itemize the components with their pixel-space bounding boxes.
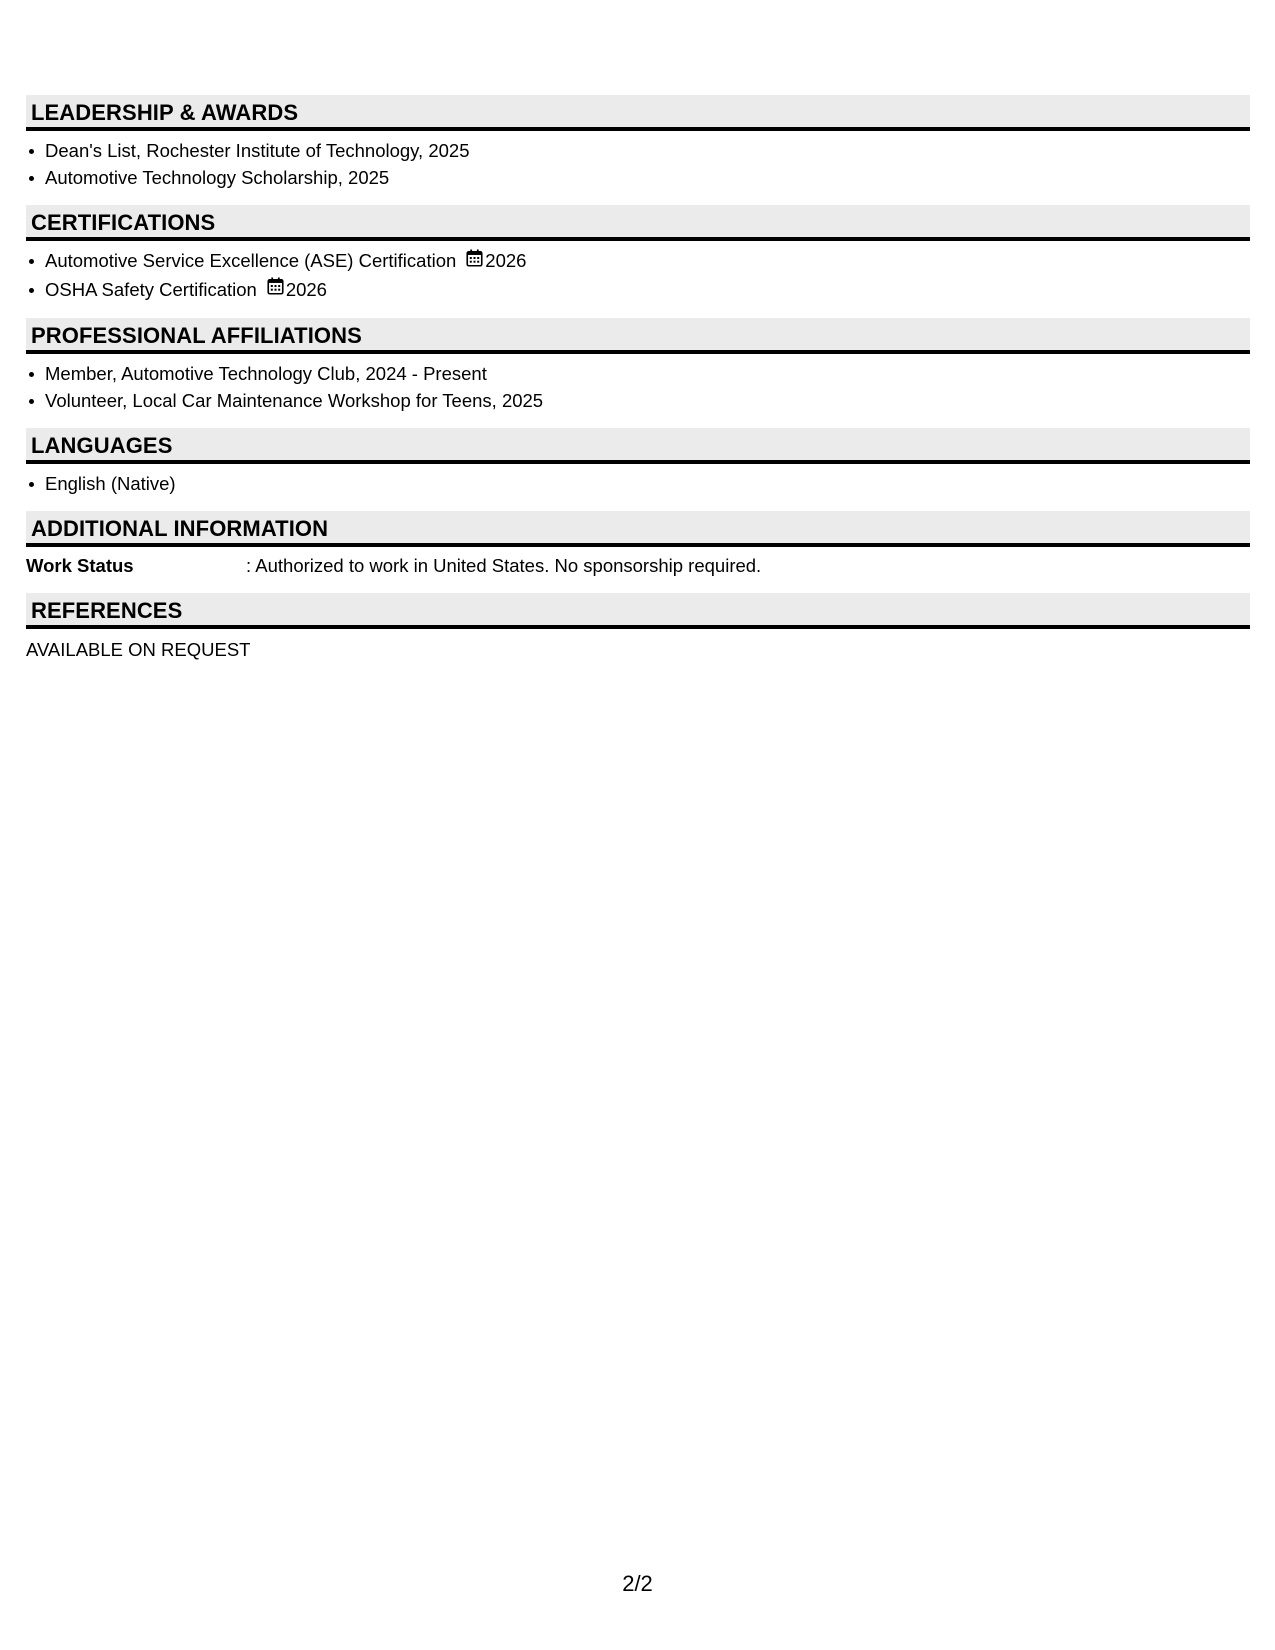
section-header [26,205,1250,241]
certification-date: 2026 [285,278,327,300]
certifications-list [26,247,1250,304]
section-references [26,593,1250,663]
section-leadership-awards [26,95,1250,191]
section-title: CERTIFICATIONS [31,210,216,235]
list-item: Dean's List, Rochester Institute of Technology, 2025 [26,137,1250,164]
affiliations-list [26,360,1250,414]
certification-date: 2026 [485,250,527,271]
awards-list [26,137,1250,191]
section-additional-information [26,511,1250,579]
section-title: ADDITIONAL INFORMATION [31,516,329,542]
section-title: PROFESSIONAL AFFILIATIONS [31,323,362,349]
certification-name: Automotive Service Excellence (ASE) Certification [45,250,457,271]
section-title: LANGUAGES [31,433,173,459]
list-item [26,276,1250,305]
list-item: English (Native) [26,470,1250,497]
section-title: REFERENCES [31,598,183,624]
info-value: : Authorized to work in United States. No sponsorship required. [246,555,762,577]
info-label: Work Status [26,555,134,577]
resume-page [26,95,1250,677]
section-header [26,511,1250,547]
section-header [26,318,1250,354]
references-text: AVAILABLE ON REQUEST [26,639,251,661]
info-row-work-status [26,552,1250,579]
list-item: Automotive Technology Scholarship, 2025 [26,164,1250,191]
section-header [26,95,1250,131]
calendar-icon [267,275,284,302]
section-title: LEADERSHIP & AWARDS [31,100,299,125]
section-certifications [26,205,1250,304]
list-item [26,247,1250,276]
section-header [26,428,1250,464]
calendar-icon [466,247,483,274]
languages-list [26,470,1250,497]
list-item: Member, Automotive Technology Club, 2024 - Present [26,360,1250,387]
section-header [26,593,1250,629]
list-item: Volunteer, Local Car Maintenance Workshop for Teens, 2025 [26,387,1250,414]
page-number: 2/2 [622,1571,653,1596]
certification-name: OSHA Safety Certification [45,278,257,300]
section-languages [26,428,1250,497]
section-professional-affiliations [26,318,1250,414]
